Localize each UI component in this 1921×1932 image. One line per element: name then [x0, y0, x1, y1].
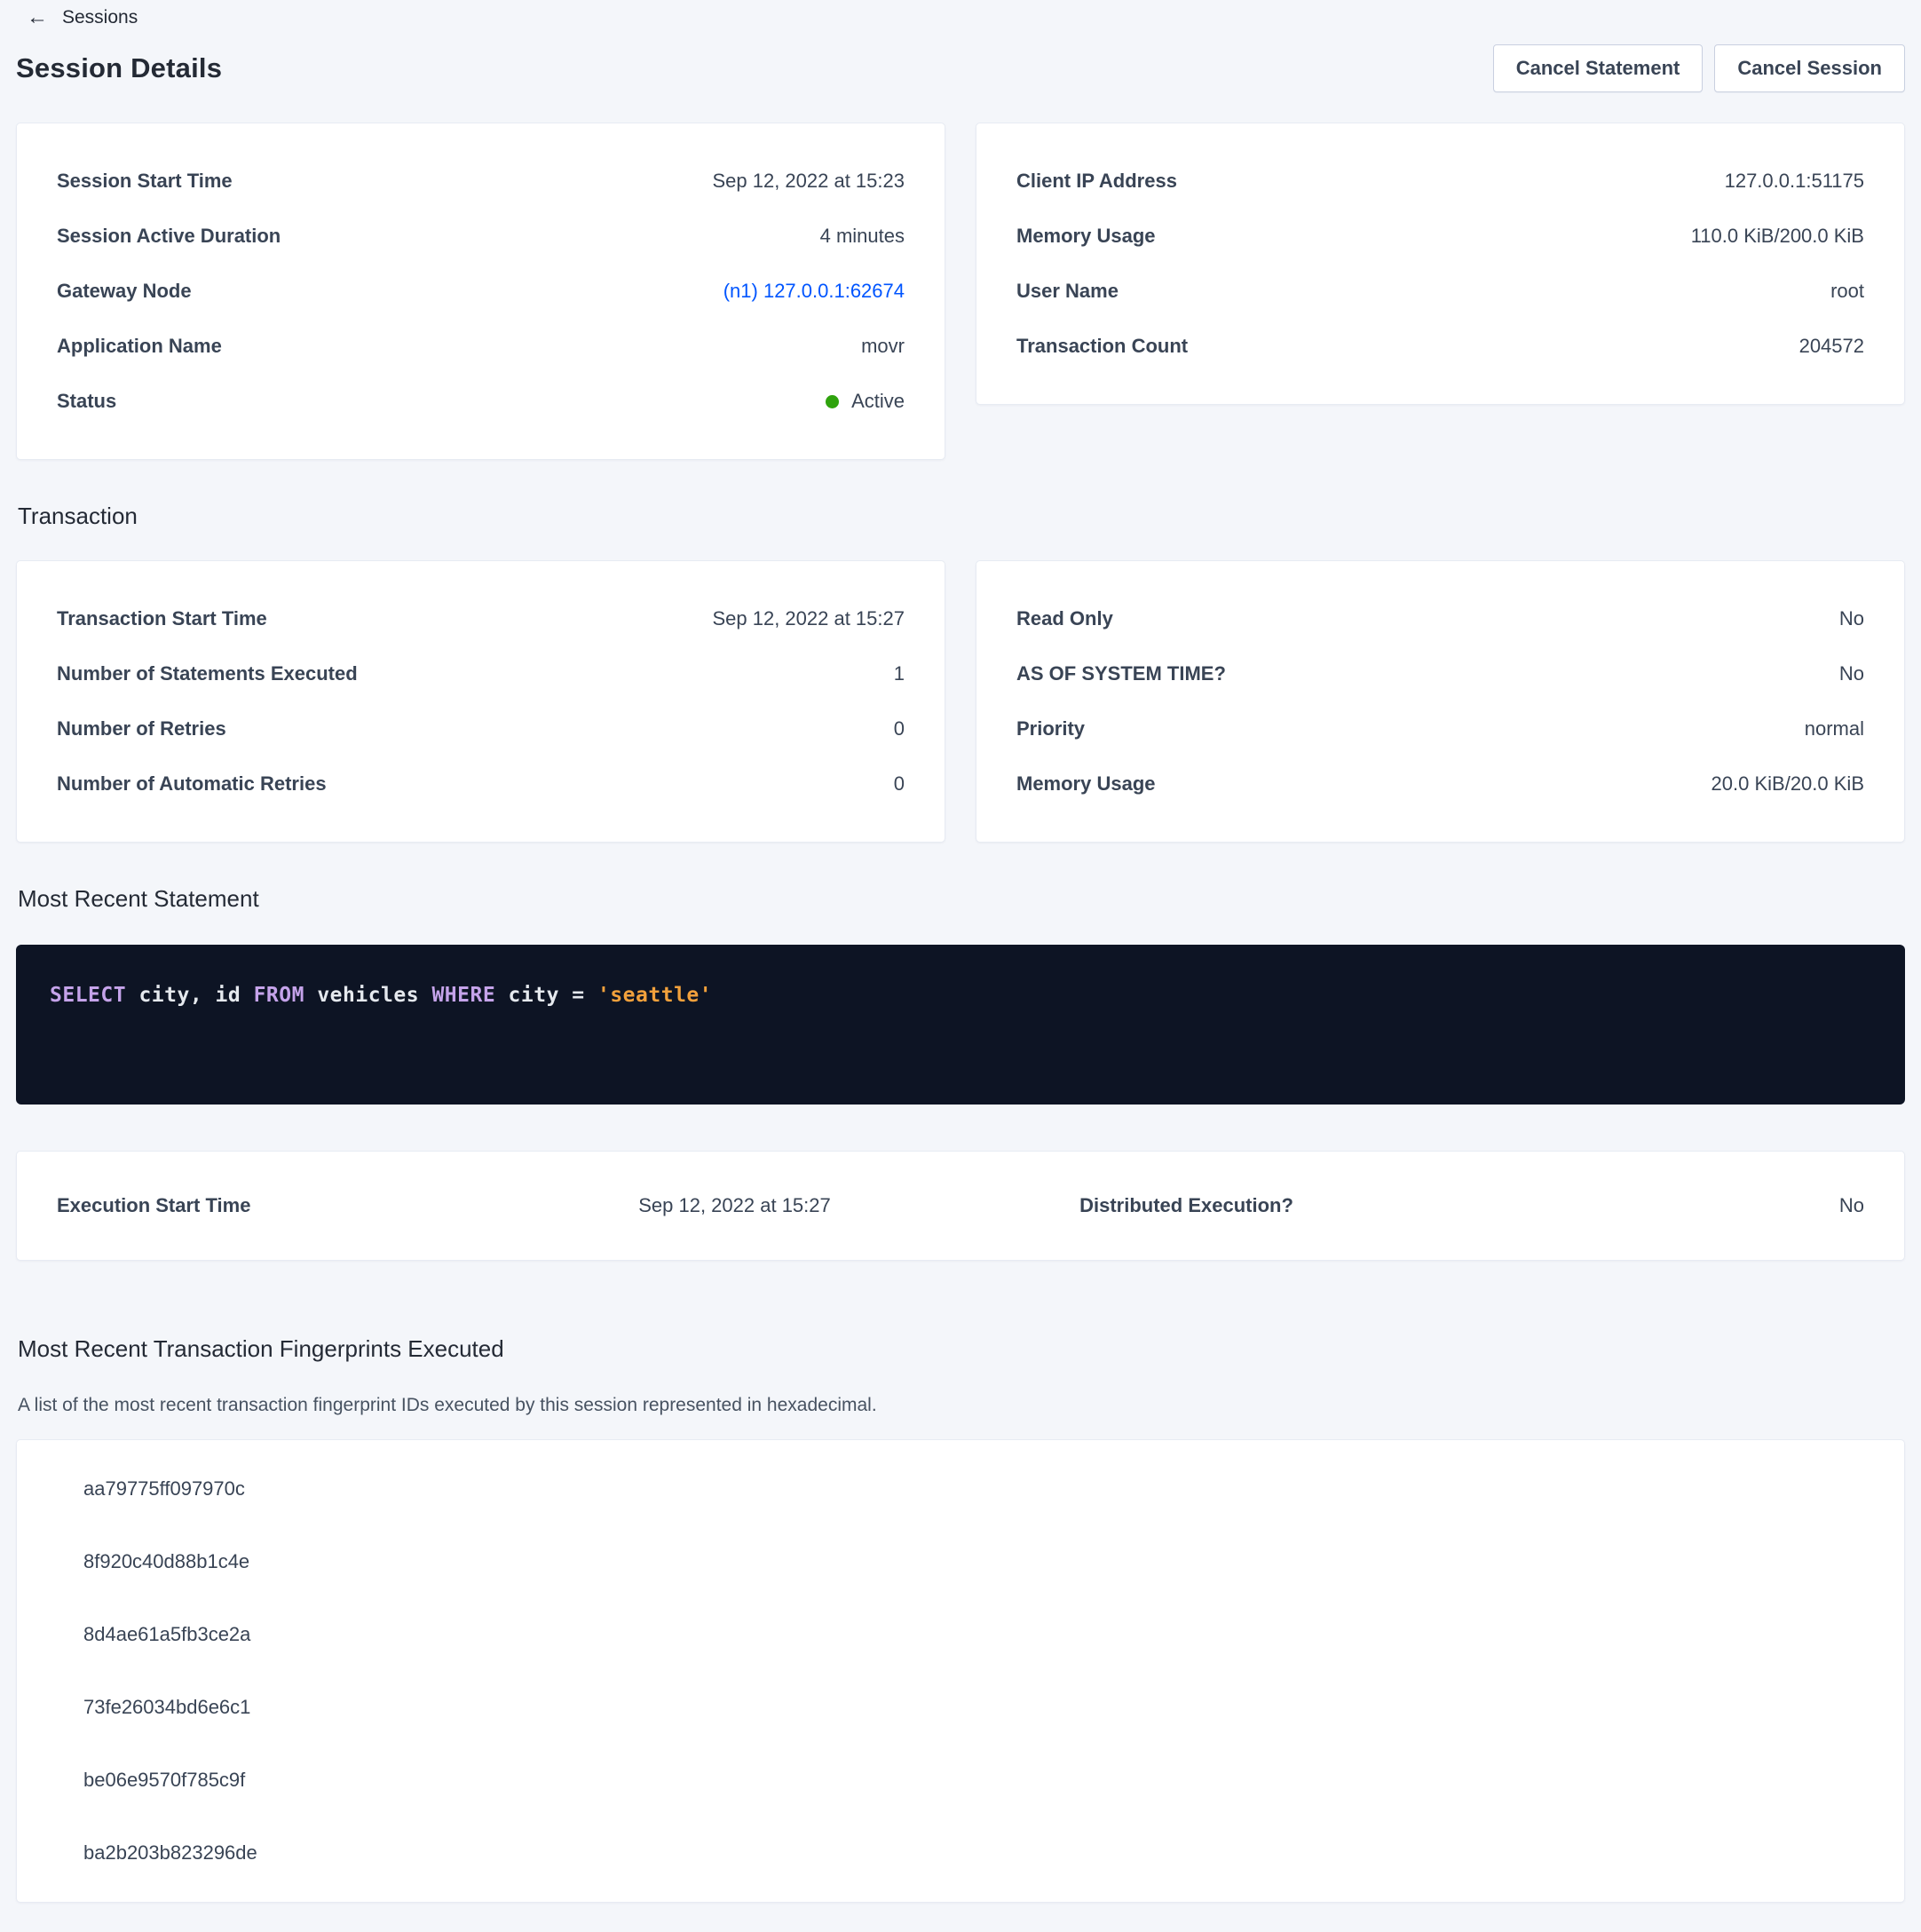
execution-row: [57, 1194, 1864, 1217]
detail-value: 110.0 KiB/200.0 KiB: [1690, 225, 1864, 247]
cancel-session-button[interactable]: Cancel Session: [1714, 44, 1905, 92]
detail-label: Session Start Time: [57, 170, 233, 192]
gateway-node-link[interactable]: (n1) 127.0.0.1:62674: [723, 280, 905, 302]
transaction-section-heading: Transaction: [18, 503, 138, 529]
distributed-execution-label: Distributed Execution?: [1079, 1194, 1293, 1216]
detail-row: [57, 701, 905, 756]
detail-row: [57, 374, 905, 429]
fingerprints-description: A list of the most recent transaction fingerprint IDs executed by this session represented in hexadecimal.: [18, 1395, 877, 1415]
detail-label: Number of Retries: [57, 717, 226, 740]
execution-start-time-label: Execution Start Time: [57, 1194, 251, 1216]
fingerprints-card: [16, 1439, 1905, 1903]
detail-row: [1016, 154, 1864, 209]
fingerprint-list-item: 8f920c40d88b1c4e: [83, 1550, 250, 1572]
detail-value: 127.0.0.1:51175: [1724, 170, 1864, 192]
detail-label: AS OF SYSTEM TIME?: [1016, 662, 1226, 685]
detail-value: 4 minutes: [819, 225, 905, 247]
detail-label: Number of Statements Executed: [57, 662, 358, 685]
detail-value: No: [1838, 607, 1864, 629]
execution-card: [16, 1151, 1905, 1261]
sql-keyword: WHERE: [431, 984, 496, 1007]
detail-value: root: [1830, 280, 1864, 302]
detail-label: Memory Usage: [1016, 772, 1156, 795]
cancel-statement-button[interactable]: Cancel Statement: [1493, 44, 1704, 92]
detail-label: Client IP Address: [1016, 170, 1177, 192]
sql-text: city =: [495, 984, 597, 1007]
page-title: Session Details: [16, 52, 223, 83]
page-header: [16, 44, 1905, 92]
execution-start-time-value: Sep 12, 2022 at 15:27: [638, 1194, 831, 1216]
detail-label: Priority: [1016, 717, 1086, 740]
detail-label: Application Name: [57, 335, 222, 357]
fingerprint-list-item: aa79775ff097970c: [83, 1477, 245, 1500]
detail-label: Read Only: [1016, 607, 1113, 629]
fingerprint-list-item: 73fe26034bd6e6c1: [83, 1696, 251, 1718]
statement-section-heading: Most Recent Statement: [18, 885, 259, 912]
detail-row: [1016, 646, 1864, 701]
session-summary-card-left: [16, 123, 945, 460]
distributed-execution-value: No: [1838, 1194, 1864, 1216]
detail-row: [57, 209, 905, 264]
detail-value: 0: [893, 717, 905, 740]
fingerprint-list-item: be06e9570f785c9f: [83, 1769, 246, 1791]
detail-row: [1016, 591, 1864, 646]
transaction-row: [16, 560, 1905, 843]
transaction-card-right: [976, 560, 1905, 843]
detail-row: [57, 646, 905, 701]
detail-label: Gateway Node: [57, 280, 192, 302]
sql-string-literal: 'seattle': [597, 984, 713, 1007]
sql-text: city, id: [126, 984, 254, 1007]
detail-label: User Name: [1016, 280, 1119, 302]
detail-row: [1016, 264, 1864, 319]
sql-keyword: FROM: [253, 984, 304, 1007]
fingerprint-list-item: ba2b203b823296de: [83, 1841, 257, 1864]
detail-row: [1016, 756, 1864, 812]
detail-value: normal: [1804, 717, 1864, 740]
detail-value: Sep 12, 2022 at 15:23: [712, 170, 905, 192]
detail-row: [1016, 701, 1864, 756]
sql-keyword: SELECT: [50, 984, 127, 1007]
status-badge: [826, 390, 905, 413]
detail-value: Sep 12, 2022 at 15:27: [712, 607, 905, 629]
detail-row: [57, 319, 905, 374]
detail-label: Transaction Start Time: [57, 607, 267, 629]
detail-label: Transaction Count: [1016, 335, 1189, 357]
session-summary-row: [16, 123, 1905, 460]
status-text: Active: [851, 390, 905, 412]
sql-text: vehicles: [304, 984, 432, 1007]
session-summary-card-right: [976, 123, 1905, 405]
detail-value: movr: [861, 335, 905, 357]
sql-statement-box: [16, 945, 1905, 1105]
detail-value: 20.0 KiB/20.0 KiB: [1711, 772, 1864, 795]
detail-value: 0: [893, 772, 905, 795]
detail-label: Session Active Duration: [57, 225, 281, 247]
detail-row: [57, 756, 905, 812]
fingerprint-list-item: 8d4ae61a5fb3ce2a: [83, 1623, 251, 1645]
detail-row: [57, 154, 905, 209]
detail-row: [57, 264, 905, 319]
detail-value: 1: [893, 662, 905, 685]
breadcrumb-sessions-link[interactable]: Sessions: [62, 7, 138, 28]
back-arrow-icon[interactable]: ←: [27, 5, 48, 29]
status-active-dot-icon: [826, 395, 839, 408]
detail-row: [1016, 209, 1864, 264]
detail-row: [1016, 319, 1864, 374]
detail-value: 204572: [1798, 335, 1864, 357]
detail-label: Memory Usage: [1016, 225, 1156, 247]
detail-row: [57, 591, 905, 646]
header-actions: [1493, 44, 1905, 92]
sql-statement: [50, 984, 1871, 1007]
detail-label: Status: [57, 390, 117, 412]
fingerprints-section-heading: Most Recent Transaction Fingerprints Executed: [18, 1335, 504, 1362]
detail-value: No: [1838, 662, 1864, 685]
transaction-card-left: [16, 560, 945, 843]
breadcrumb[interactable]: [27, 0, 1905, 28]
detail-label: Number of Automatic Retries: [57, 772, 327, 795]
